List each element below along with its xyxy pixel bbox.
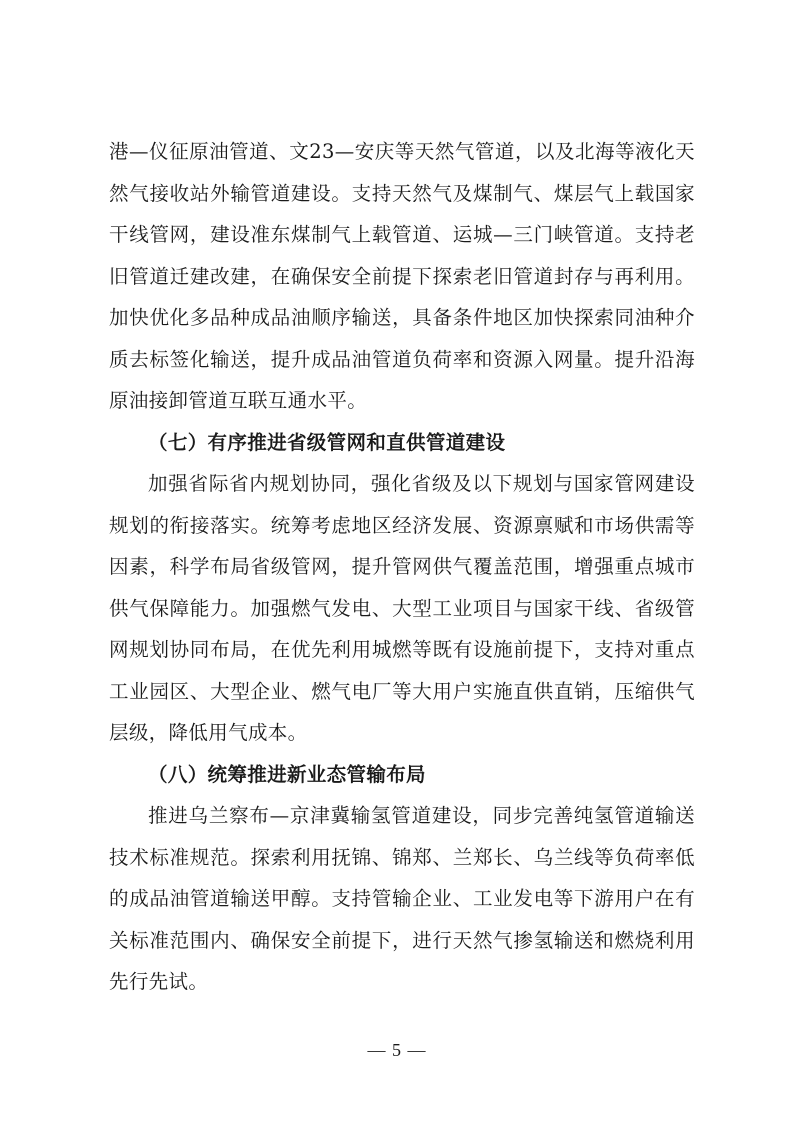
page-number: — 5 —	[367, 1040, 427, 1060]
body-paragraph-new-business: 推进乌兰察布—京津冀输氢管道建设，同步完善纯氢管道输送技术标准规范。探索利用抚锦、锦郑、兰郑长、乌兰线等负荷率低的成品油管道输送甲醇。支持管输企业、工业发电等下游用户在有关标准范围内、确保安全前提下，进行天然气掺氢输送和燃烧利用先行先试。	[109, 804, 695, 993]
document-body	[109, 131, 695, 1003]
section-heading-8: （八）统筹推进新业态管输布局	[148, 762, 426, 786]
body-paragraph-provincial-network: 加强省际省内规划协同，强化省级及以下规划与国家管网建设规划的衔接落实。统筹考虑地区经济发展、资源禀赋和市场供需等因素，科学布局省级管网，提升管网供气覆盖范围，增强重点城市供气保障能力。加强燃气发电、大型工业项目与国家干线、省级管网规划协同布局，在优先利用城燃等既有设施前提下，支持对重点工业园区、大型企业、燃气电厂等大用户实施直供直销，压缩供气层级，降低用气成本。	[109, 472, 695, 744]
body-paragraph-pipelines: 港—仪征原油管道、文23—安庆等天然气管道，以及北海等液化天然气接收站外输管道建设。支持天然气及煤制气、煤层气上载国家干线管网，建设准东煤制气上载管道、运城—三门峡管道。支持老旧管道迁建改建，在确保安全前提下探索老旧管道封存与再利用。加快优化多品种成品油顺序输送，具备条件地区加快探索同油种介质去标签化输送，提升成品油管道负荷率和资源入网量。提升沿海原油接卸管道互联互通水平。	[109, 140, 695, 412]
section-heading-7: （七）有序推进省级管网和直供管道建设	[148, 430, 506, 454]
